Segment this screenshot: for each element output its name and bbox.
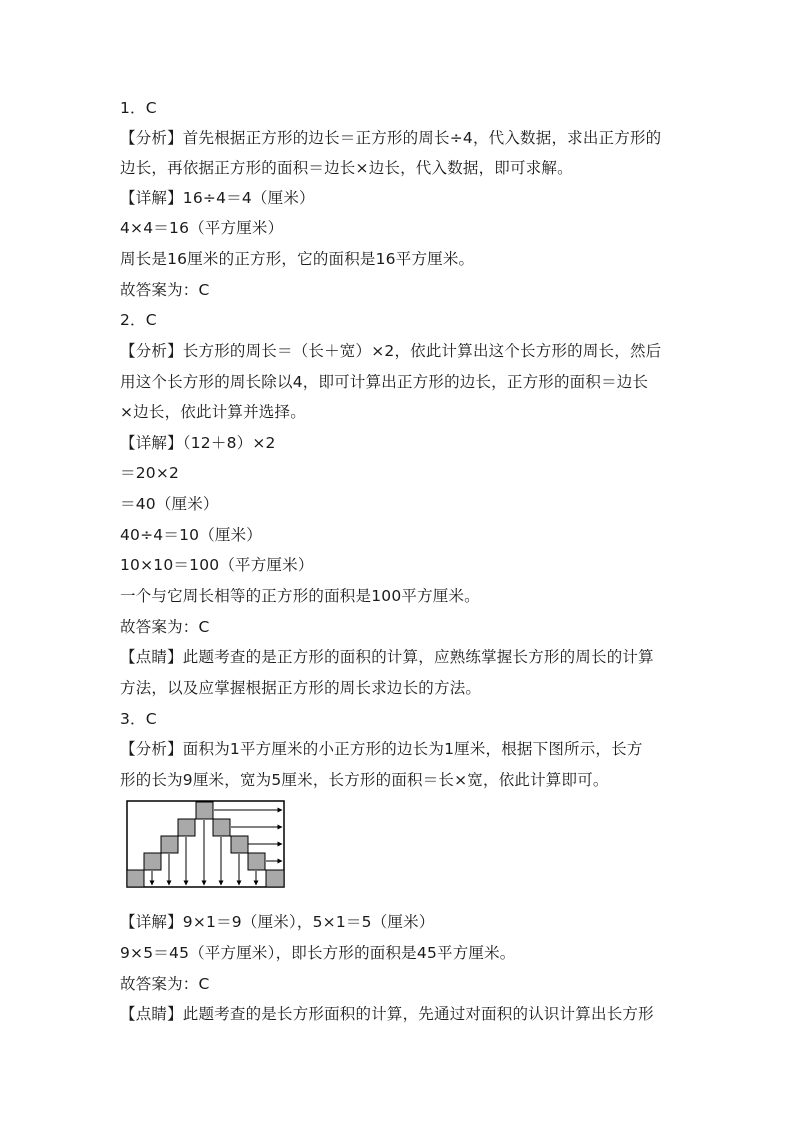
detail-2-line-2: ＝20×2 — [120, 464, 180, 482]
detail-1-line-2: 4×4＝16（平方厘米） — [120, 219, 284, 237]
grid-square — [127, 870, 144, 887]
grid-square — [196, 802, 213, 819]
rectangle-grid-figure — [126, 800, 286, 888]
analysis-3-line-1: 【分析】面积为1平方厘米的小正方形的边长为1厘米，根据下图所示，长方 — [120, 740, 643, 758]
detail-1-line-1: 【详解】16÷4＝4（厘米） — [120, 189, 315, 207]
detail-2-line-3: ＝40（厘米） — [120, 495, 219, 513]
answer-3-conclusion: 故答案为：C — [120, 975, 210, 993]
comment-3-line-1: 【点睛】此题考查的是长方形面积的计算，先通过对面积的认识计算出长方形 — [120, 1005, 654, 1023]
grid-square — [213, 819, 230, 836]
analysis-2-line-3: ×边长，依此计算并选择。 — [120, 403, 306, 421]
analysis-3-line-2: 形的长为9厘米，宽为5厘米，长方形的面积＝长×宽，依此计算即可。 — [120, 771, 609, 789]
grid-square — [231, 836, 248, 853]
answer-3-heading: 3．C — [120, 710, 157, 728]
analysis-1-line-1: 【分析】首先根据正方形的边长＝正方形的周长÷4，代入数据，求出正方形的 — [120, 129, 662, 147]
analysis-2-line-2: 用这个长方形的周长除以4，即可计算出正方形的边长，正方形的面积＝边长 — [120, 373, 649, 391]
comment-2-line-1: 【点睛】此题考查的是正方形的面积的计算，应熟练掌握长方形的周长的计算 — [120, 648, 654, 666]
detail-2-line-1: 【详解】（12＋8）×2 — [120, 434, 276, 452]
grid-square — [161, 836, 178, 853]
detail-2-line-5: 10×10＝100（平方厘米） — [120, 556, 314, 574]
grid-square — [144, 853, 161, 870]
grid-square — [266, 870, 284, 887]
answer-2-conclusion: 故答案为：C — [120, 618, 210, 636]
detail-3-line-1: 【详解】9×1＝9（厘米），5×1＝5（厘米） — [120, 913, 435, 931]
answer-1-conclusion: 故答案为：C — [120, 281, 210, 299]
comment-2-line-2: 方法，以及应掌握根据正方形的周长求边长的方法。 — [120, 679, 482, 697]
detail-2-line-4: 40÷4＝10（厘米） — [120, 526, 262, 544]
answer-2-heading: 2．C — [120, 311, 157, 329]
grid-square — [248, 853, 265, 870]
detail-3-line-2: 9×5＝45（平方厘米），即长方形的面积是45平方厘米。 — [120, 944, 516, 962]
answer-1-heading: 1．C — [120, 99, 157, 117]
detail-2-line-6: 一个与它周长相等的正方形的面积是100平方厘米。 — [120, 587, 480, 605]
analysis-1-line-2: 边长，再依据正方形的面积＝边长×边长，代入数据，即可求解。 — [120, 159, 573, 177]
detail-1-line-3: 周长是16厘米的正方形，它的面积是16平方厘米。 — [120, 250, 475, 268]
analysis-2-line-1: 【分析】长方形的周长＝（长＋宽）×2，依此计算出这个长方形的周长，然后 — [120, 342, 662, 360]
grid-square — [178, 819, 195, 836]
